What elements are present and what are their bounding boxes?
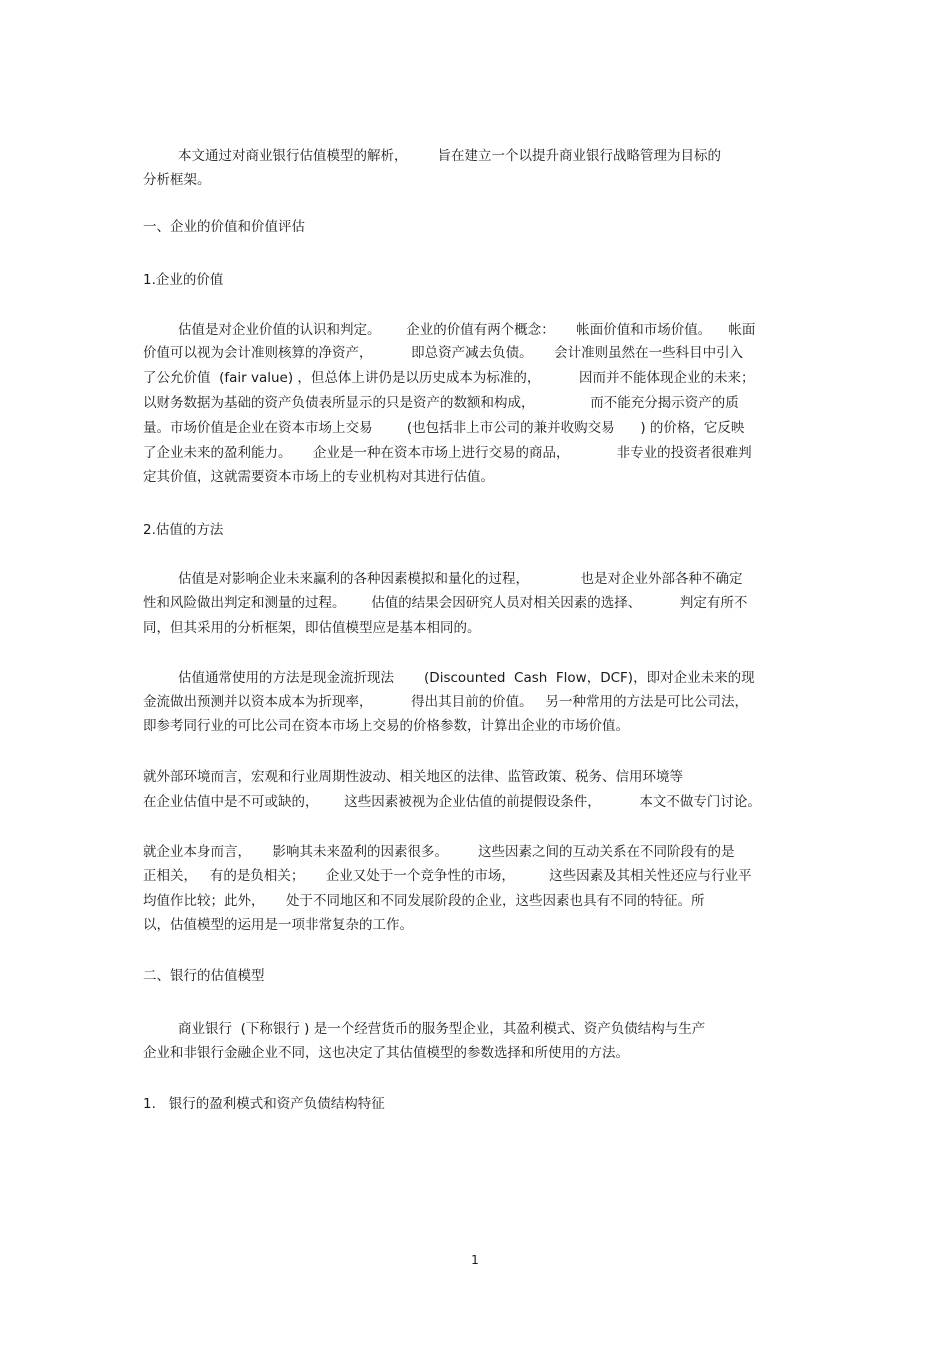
paragraph-line: 性和风险做出判定和测量的过程。 估值的结果会因研究人员对相关因素的选择、 判定有所不 xyxy=(143,595,748,611)
subheading-1-1: 1.企业的价值 xyxy=(143,272,224,288)
paragraph-line: 以财务数据为基础的资产负债表所显示的只是资产的数额和构成， 而不能充分揭示资产的质 xyxy=(143,395,739,411)
paragraph-line: 估值是对企业价值的认识和判定。 企业的价值有两个概念： 帐面价值和市场价值。 帐面 xyxy=(178,322,756,338)
paragraph-line: 价值可以视为会计准则核算的净资产， 即总资产减去负债。 会计准则虽然在一些科目中引入 xyxy=(143,345,744,361)
intro-line-1: 本文通过对商业银行估值模型的解析， 旨在建立一个以提升商业银行战略管理为目标的 xyxy=(178,148,722,164)
paragraph-line: 金流做出预测并以资本成本为折现率， 得出其目前的价值。 另一种常用的方法是可比公司法， xyxy=(143,694,748,710)
paragraph-line: 在企业估值中是不可或缺的， 这些因素被视为企业估值的前提假设条件， 本文不做专门讨论。 xyxy=(143,794,761,810)
paragraph-line: 以，估值模型的运用是一项非常复杂的工作。 xyxy=(143,917,413,933)
paragraph-line: 正相关， 有的是负相关； 企业又处于一个竞争性的市场， 这些因素及其相关性还应与行业平 xyxy=(143,868,752,884)
subheading-1-2: 2.估值的方法 xyxy=(143,522,224,538)
subheading-2-1: 1. 银行的盈利模式和资产负债结构特征 xyxy=(143,1096,385,1112)
section-heading-1: 一、企业的价值和价值评估 xyxy=(143,219,305,235)
paragraph-line: 了企业未来的盈利能力。 企业是一种在资本市场上进行交易的商品， 非专业的投资者很难判 xyxy=(143,445,752,461)
paragraph-line: 估值是对影响企业未来赢利的各种因素模拟和量化的过程， 也是对企业外部各种不确定 xyxy=(178,571,743,587)
intro-line-2: 分析框架。 xyxy=(143,172,211,188)
paragraph-line: 量。市场价值是企业在资本市场上交易 (也包括非上市公司的兼并收购交易 ) 的价格，它反映 xyxy=(143,420,745,436)
section-heading-2: 二、银行的估值模型 xyxy=(143,968,265,984)
paragraph-line: 即参考同行业的可比公司在资本市场上交易的价格参数，计算出企业的市场价值。 xyxy=(143,718,629,734)
paragraph-line: 就外部环境而言，宏观和行业周期性波动、相关地区的法律、监管政策、税务、信用环境等 xyxy=(143,769,683,785)
paragraph-line: 了公允价值 (fair value) ，但总体上讲仍是以历史成本为标准的， 因而并不能体现企业的未来； xyxy=(143,370,755,386)
paragraph-line: 均值作比较；此外， 处于不同地区和不同发展阶段的企业，这些因素也具有不同的特征。所 xyxy=(143,893,705,909)
paragraph-line: 商业银行 (下称银行 ) 是一个经营货币的服务型企业，其盈利模式、资产负债结构与生产 xyxy=(178,1021,706,1037)
paragraph-line: 估值通常使用的方法是现金流折现法 (Discounted Cash Flow，DCF)，即对企业未来的现 xyxy=(178,670,755,686)
paragraph-line: 企业和非银行金融企业不同，这也决定了其估值模型的参数选择和所使用的方法。 xyxy=(143,1045,629,1061)
page-number: 1 xyxy=(471,1253,479,1267)
paragraph-line: 同，但其采用的分析框架，即估值模型应是基本相同的。 xyxy=(143,620,481,636)
paragraph-line: 就企业本身而言， 影响其未来盈利的因素很多。 这些因素之间的互动关系在不同阶段有的是 xyxy=(143,844,735,860)
paragraph-line: 定其价值，这就需要资本市场上的专业机构对其进行估值。 xyxy=(143,469,494,485)
